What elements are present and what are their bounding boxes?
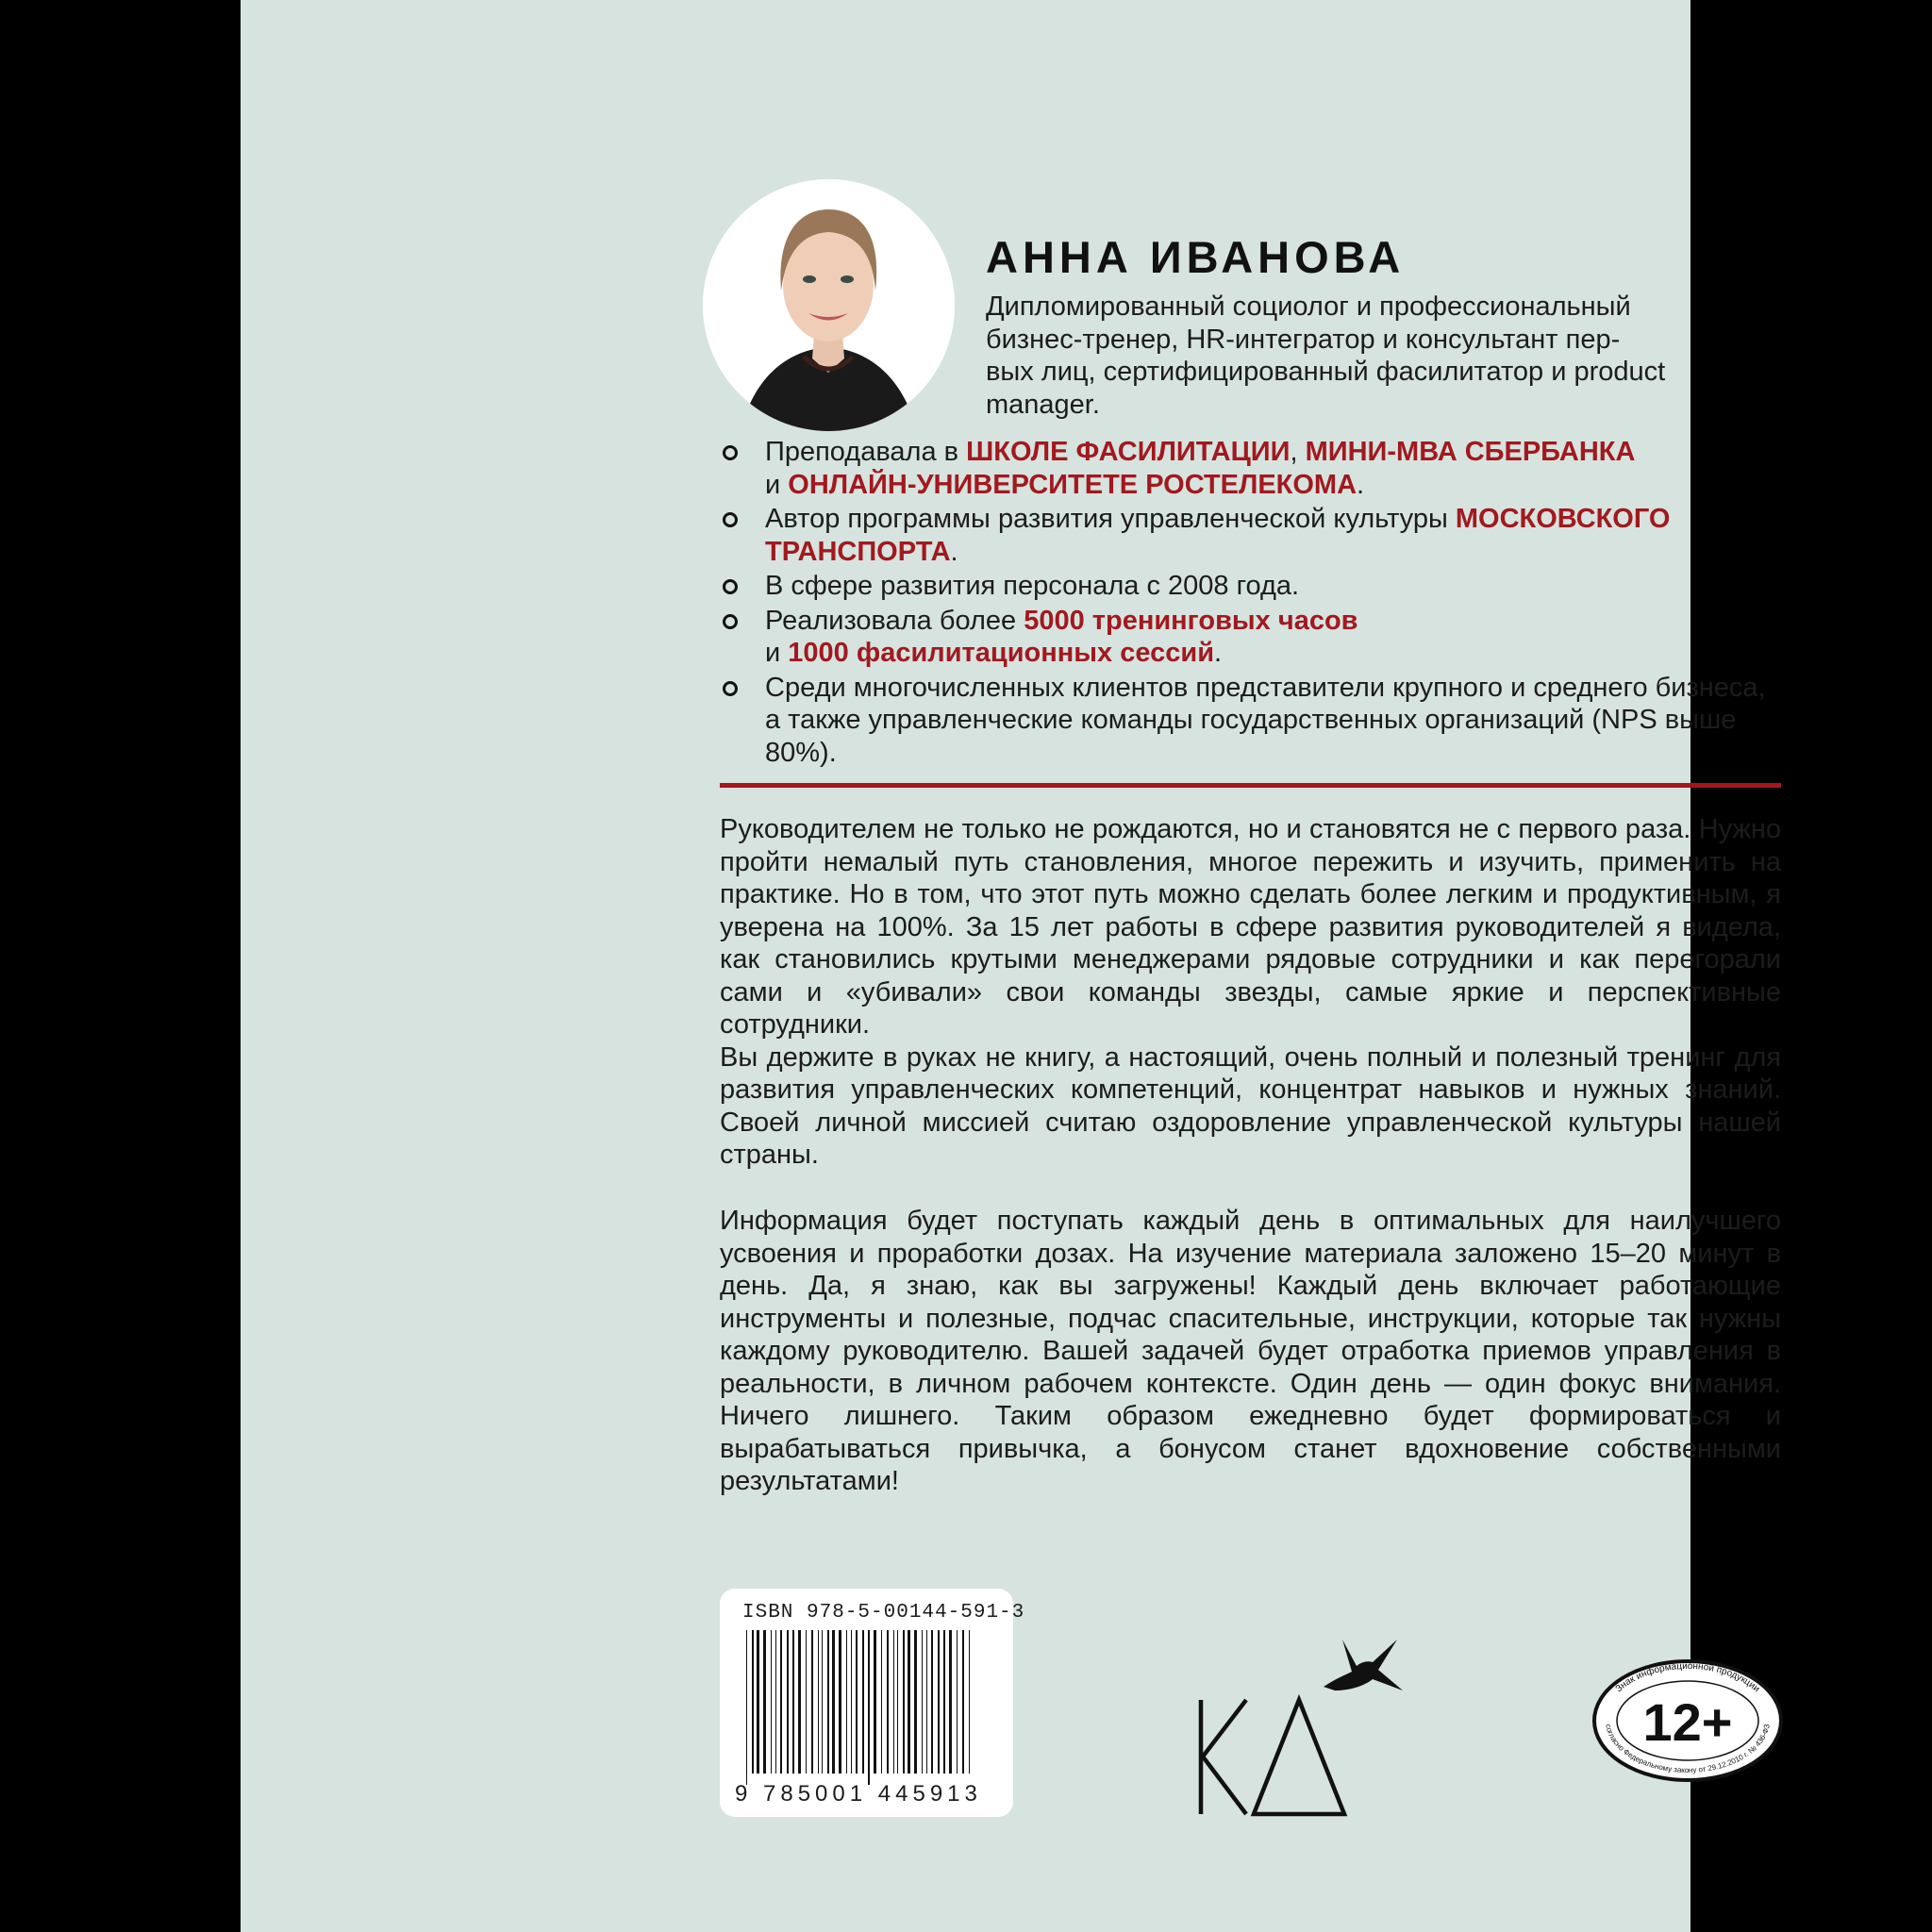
description-block-2 bbox=[720, 1205, 1781, 1498]
barcode-bar bbox=[862, 1630, 864, 1774]
barcode-bar bbox=[908, 1630, 910, 1774]
age-ring-text: Знак информационной продукции bbox=[1613, 1660, 1762, 1695]
achievement-item bbox=[720, 436, 1786, 501]
achievement-text: Преподавала в bbox=[765, 437, 967, 467]
barcode-bar bbox=[839, 1630, 841, 1774]
book-back-cover bbox=[241, 0, 1781, 1932]
barcode-bar bbox=[806, 1630, 807, 1774]
achievement-item bbox=[720, 570, 1786, 603]
barcode-bar bbox=[752, 1630, 754, 1774]
achievement-text: и bbox=[765, 638, 789, 668]
barcode-bar bbox=[931, 1630, 933, 1774]
author-bio-line: Дипломированный социолог и профессиональный bbox=[986, 291, 1631, 322]
barcode-bar bbox=[792, 1630, 794, 1774]
barcode-bar bbox=[881, 1630, 882, 1774]
bullet-circle-icon bbox=[723, 512, 738, 527]
author-bio bbox=[986, 291, 1778, 421]
barcode-bar bbox=[957, 1630, 958, 1774]
achievement-text: Среди многочисленных клиентов представители крупного и среднего бизнеса, а также управленческие команды государственных организаций (NPS выше 80%). bbox=[765, 672, 1766, 768]
highlight-text: ОНЛАЙН-УНИВЕРСИТЕТЕ РОСТЕЛЕКОМА bbox=[788, 469, 1357, 500]
achievement-text: и bbox=[765, 469, 789, 500]
barcode-bar bbox=[922, 1630, 923, 1774]
isbn-barcode bbox=[720, 1589, 1025, 1817]
bullet-circle-icon bbox=[723, 579, 738, 594]
barcode-bar bbox=[938, 1630, 940, 1774]
author-bio-line: вых лиц, сертифицированный фасилитатор и product bbox=[986, 357, 1666, 387]
bullet-circle-icon bbox=[723, 681, 738, 696]
barcode-bar bbox=[827, 1630, 829, 1774]
barcode-bar bbox=[811, 1630, 813, 1774]
achievement-item bbox=[720, 605, 1786, 670]
achievement-text: . bbox=[1357, 469, 1365, 500]
achievement-text: . bbox=[950, 536, 958, 567]
barcode-bar bbox=[757, 1630, 759, 1774]
barcode-bar bbox=[771, 1630, 772, 1774]
achievement-text: , bbox=[1290, 437, 1306, 467]
achievement-text: . bbox=[1214, 638, 1223, 668]
description-paragraph: Информация будет поступать каждый день в оптимальных для наилучшего усвоения и проработки дозах. На изучение материала заложено 15–20 минут в день. Да, я знаю, как вы загружены! Каждый день включает работающие инструменты и полезные, подчас спасительные, инструкции, которые так нужны каждому руководителю. Вашей задачей будет отработка приемов управления в реальности, в личном рабочем контексте. Один день — один фокус внимания. Ничего лишнего. Таким образом ежедневно будет формироваться и вырабатываться привычка, а бонусом станет вдохновение собственными результатами! bbox=[720, 1206, 1781, 1496]
barcode-bar bbox=[969, 1630, 970, 1774]
publisher-logo bbox=[1193, 1632, 1420, 1825]
barcode-bar bbox=[818, 1630, 819, 1774]
barcode-bar bbox=[822, 1630, 823, 1774]
barcode-bar bbox=[856, 1630, 858, 1774]
age-ring-text: согласно Федеральному закону от 29.12.2010 г. № 436-ФЗ bbox=[1604, 1723, 1772, 1775]
highlight-text: 5000 тренинговых часов bbox=[1024, 605, 1358, 636]
barcode-bar bbox=[903, 1630, 905, 1774]
barcode-bar bbox=[914, 1630, 917, 1774]
age-rating-label: 12+ bbox=[1642, 1692, 1733, 1752]
author-bio-line: бизнес-тренер, HR-интегратор и консультант пер- bbox=[986, 324, 1621, 355]
highlight-text: 1000 фасилитационных сессий bbox=[788, 638, 1215, 668]
ean-number: 9 785001 445913 bbox=[735, 1781, 982, 1807]
barcode-bar bbox=[787, 1630, 789, 1774]
barcode-bar bbox=[943, 1630, 945, 1774]
highlight-text: МОСКОВСКОГО ТРАНСПОРТА bbox=[765, 504, 1671, 567]
bullet-circle-icon bbox=[723, 445, 738, 460]
barcode-bars bbox=[746, 1630, 989, 1785]
barcode-bar bbox=[746, 1630, 747, 1785]
isbn-number: ISBN 978-5-00144-591-3 bbox=[742, 1602, 1025, 1624]
barcode-bar bbox=[851, 1630, 852, 1774]
highlight-text: ШКОЛЕ ФАСИЛИТАЦИИ bbox=[966, 437, 1291, 467]
barcode-bar bbox=[763, 1630, 766, 1774]
barcode-bar bbox=[949, 1630, 952, 1774]
barcode-bar bbox=[832, 1630, 835, 1774]
achievement-text: В сфере развития персонала с 2008 года. bbox=[765, 571, 1300, 601]
achievement-text: Автор программы развития управленческой культуры bbox=[765, 504, 1456, 534]
achievement-text: Реализовала более bbox=[765, 605, 1024, 636]
age-rating-badge bbox=[1591, 1658, 1785, 1788]
barcode-bar bbox=[775, 1630, 776, 1774]
achievement-item bbox=[720, 672, 1786, 770]
barcode-bar bbox=[926, 1630, 927, 1774]
author-bio-line: manager. bbox=[986, 389, 1100, 420]
barcode-bar bbox=[887, 1630, 889, 1774]
barcode-bar bbox=[897, 1630, 898, 1774]
author-photo bbox=[703, 179, 955, 431]
description-paragraph: Вы держите в руках не книгу, а настоящий, очень полный и полезный тренинг для развития управленческих компетенций, концентрат навыков и нужных знаний. Своей личной миссией считаю оздоровление управленческой культуры нашей страны. bbox=[720, 1041, 1781, 1170]
barcode-bar bbox=[846, 1630, 847, 1774]
barcode-bar bbox=[893, 1630, 894, 1774]
barcode-bar bbox=[780, 1630, 782, 1774]
achievement-item bbox=[720, 503, 1786, 568]
barcode-bar bbox=[874, 1630, 876, 1774]
barcode-bar bbox=[962, 1630, 964, 1774]
barcode-bar bbox=[798, 1630, 801, 1774]
barcode-bar bbox=[868, 1630, 870, 1785]
bullet-circle-icon bbox=[723, 614, 738, 629]
description-block-1 bbox=[720, 813, 1781, 1172]
achievements-list bbox=[720, 436, 1786, 771]
author-name: АННА ИВАНОВА bbox=[986, 232, 1406, 282]
highlight-text: МИНИ-МВА СБЕРБАНКА bbox=[1305, 437, 1636, 467]
description-paragraph: Руководителем не только не рождаются, но и становятся не с первого раза. Нужно пройти немалый путь становления, многое пережить и изучить, применить на практике. Но в том, что этот путь можно сделать более легким и продуктивным, я уверена на 100%. За 15 лет работы в сфере развития руководителей я видела, как становились крутыми менеджерами рядовые сотрудники и как перегорали сами и «убивали» свои команды звезды, самые яркие и перспективные сотрудники. bbox=[720, 814, 1781, 1040]
section-divider bbox=[720, 783, 1781, 788]
